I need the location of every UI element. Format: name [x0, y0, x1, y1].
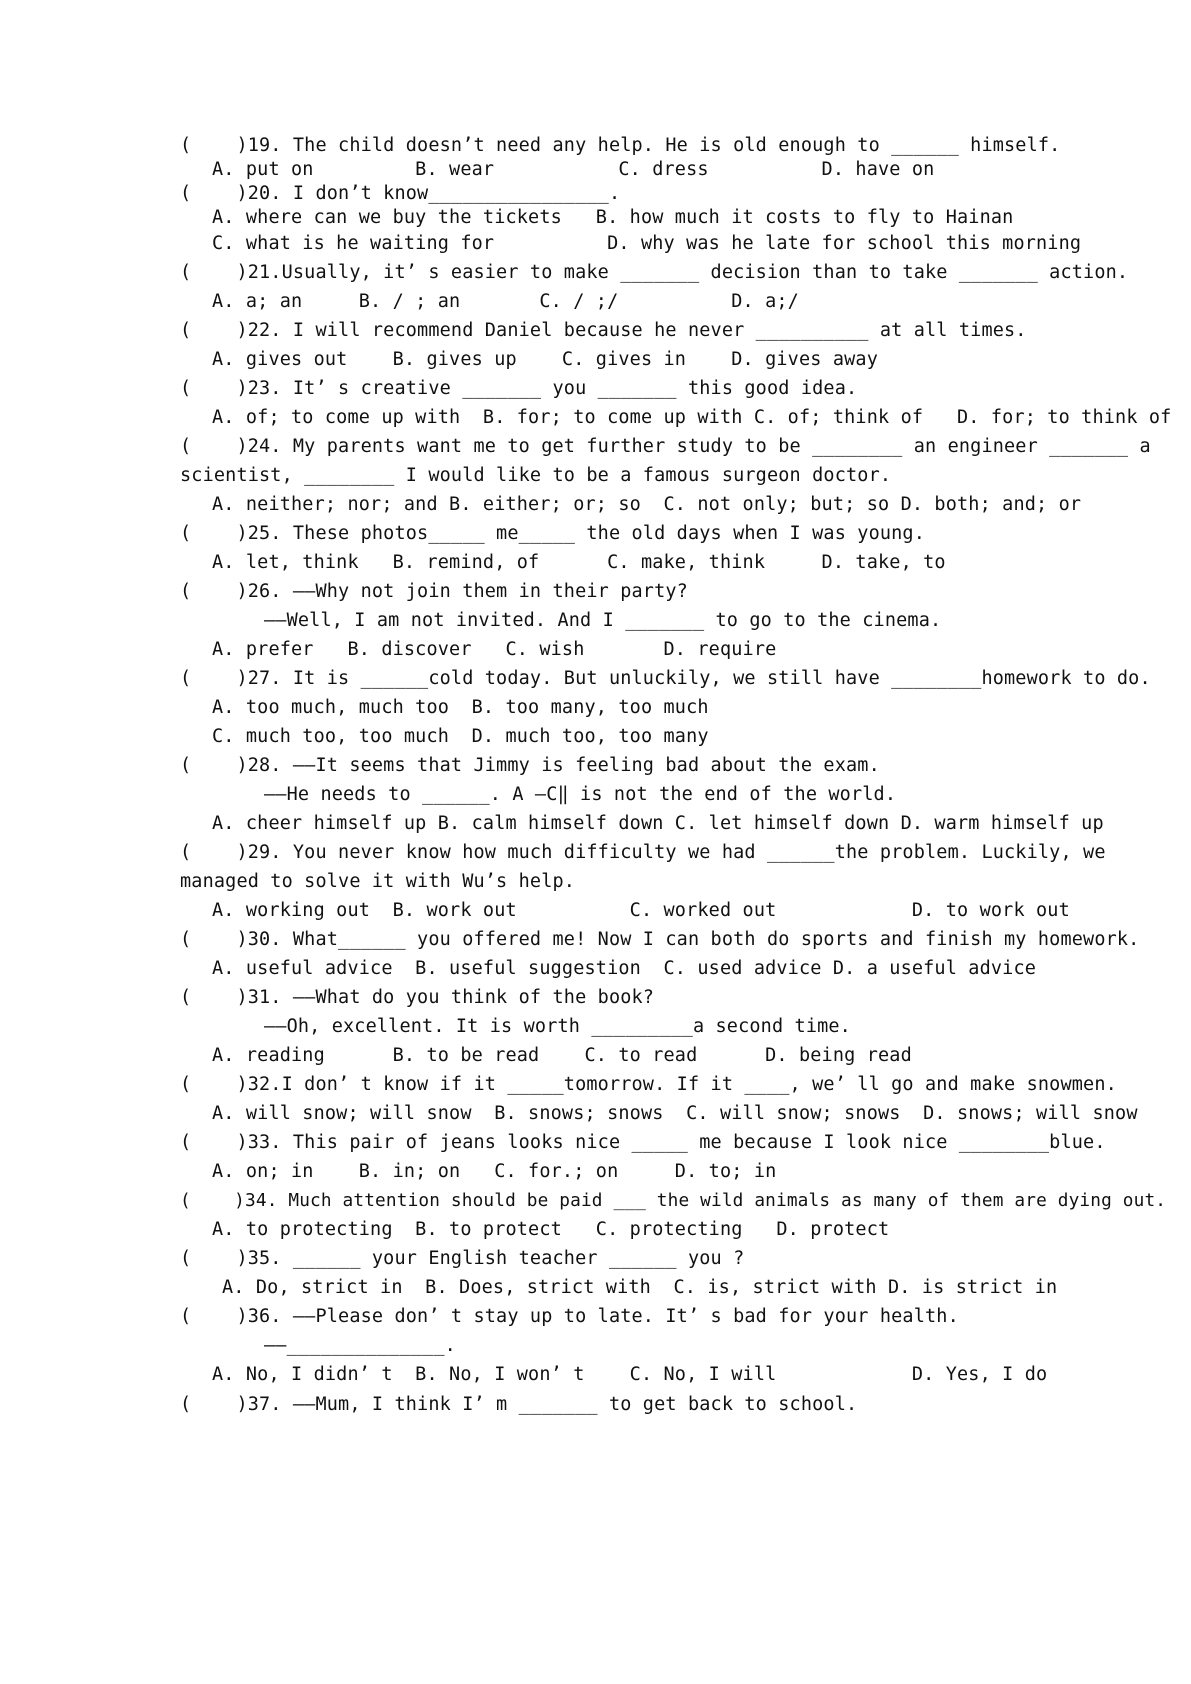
question-22: ( )22. I will recommend Daniel because he never __________ at all times.	[180, 320, 1027, 341]
question-25: ( )25. These photos_____ me_____ the old days when I was young.	[180, 523, 926, 544]
dialogue-36: ——______________.	[264, 1335, 456, 1356]
question-30: ( )30. What______ you offered me! Now I can both do sports and finish my homework.	[180, 929, 1140, 950]
question-33: ( )33. This pair of jeans looks nice _____ me because I look nice ________blue.	[180, 1132, 1106, 1153]
question-29-continued: managed to solve it with Wu’s help.	[180, 871, 576, 892]
question-24-continued: scientist, ________ I would like to be a famous surgeon doctor.	[180, 465, 892, 486]
options-23: A. of; to come up with B. for; to come up with C. of; think of D. for; to think of	[212, 407, 1172, 428]
question-23: ( )23. It’ s creative _______ you _______ this good idea.	[180, 378, 858, 399]
options-29: A. working out B. work out C. worked out D. to work out	[212, 900, 1070, 921]
question-26: ( )26. ——Why not join them in their party?	[180, 581, 688, 602]
question-32: ( )32.I don’ t know if it _____tomorrow. If it ____, we’ ll go and make snowmen.	[180, 1074, 1117, 1095]
options-27-c: C. much too, too much D. much too, too many	[212, 726, 709, 747]
options-24: A. neither; nor; and B. either; or; so C. not only; but; so D. both; and; or	[212, 494, 1082, 515]
question-28: ( )28. ——It seems that Jimmy is feeling bad about the exam.	[180, 755, 880, 776]
question-37: ( )37. ——Mum, I think I’ m _______ to get back to school.	[180, 1394, 858, 1415]
options-32: A. will snow; will snow B. snows; snows C. will snow; snows D. snows; will snow	[212, 1103, 1138, 1124]
options-27-a: A. too much, much too B. too many, too much	[212, 697, 709, 718]
options-26: A. prefer B. discover C. wish D. require	[212, 639, 777, 660]
question-19: ( )19. The child doesn’t need any help. He is old enough to ______ himself.	[180, 135, 1061, 156]
options-30: A. useful advice B. useful suggestion C. used advice D. a useful advice	[212, 958, 1037, 979]
options-28: A. cheer himself up B. calm himself down C. let himself down D. warm himself up	[212, 813, 1104, 834]
options-36: A. No, I didn’ t B. No, I won’ t C. No, I will D. Yes, I do	[212, 1364, 1048, 1385]
question-24: ( )24. My parents want me to get further study to be ________ an engineer _______ a	[180, 436, 1151, 457]
question-29: ( )29. You never know how much difficulty we had ______the problem. Luckily, we	[180, 842, 1106, 863]
options-20-a: A. where can we buy the tickets B. how much it costs to fly to Hainan	[212, 207, 1014, 228]
question-34: ( )34. Much attention should be paid ___ the wild animals as many of them are dying out.	[180, 1191, 1167, 1211]
question-21: ( )21.Usually, it’ s easier to make _______ decision than to take _______ action.	[180, 262, 1129, 283]
question-36: ( )36. ——Please don’ t stay up to late. It’ s bad for your health.	[180, 1306, 959, 1327]
options-35: A. Do, strict in B. Does, strict with C. is, strict with D. is strict in	[222, 1277, 1058, 1298]
dialogue-26: ——Well, I am not invited. And I _______ to go to the cinema.	[264, 610, 942, 631]
options-34: A. to protecting B. to protect C. protecting D. protect	[212, 1219, 890, 1240]
dialogue-28: ——He needs to ______. A —C‖ is not the end of the world.	[264, 784, 897, 805]
question-20: ( )20. I don’t know________________.	[180, 183, 621, 204]
question-27: ( )27. It is ______cold today. But unluckily, we still have ________homework to do.	[180, 668, 1151, 689]
options-31: A. reading B. to be read C. to read D. being read	[212, 1045, 912, 1066]
options-20-c: C. what is he waiting for D. why was he late for school this morning	[212, 233, 1082, 254]
options-33: A. on; in B. in; on C. for.; on D. to; in	[212, 1161, 777, 1182]
question-31: ( )31. ——What do you think of the book?	[180, 987, 655, 1008]
options-22: A. gives out B. gives up C. gives in D. gives away	[212, 349, 878, 370]
options-19: A. put on B. wear C. dress D. have on	[212, 159, 935, 180]
question-35: ( )35. ______ your English teacher ______ you ?	[180, 1248, 745, 1269]
dialogue-31: ——Oh, excellent. It is worth _________a second time.	[264, 1016, 851, 1037]
options-25: A. let, think B. remind, of C. make, think D. take, to	[212, 552, 946, 573]
options-21: A. a; an B. / ; an C. / ;/ D. a;/	[212, 291, 799, 312]
